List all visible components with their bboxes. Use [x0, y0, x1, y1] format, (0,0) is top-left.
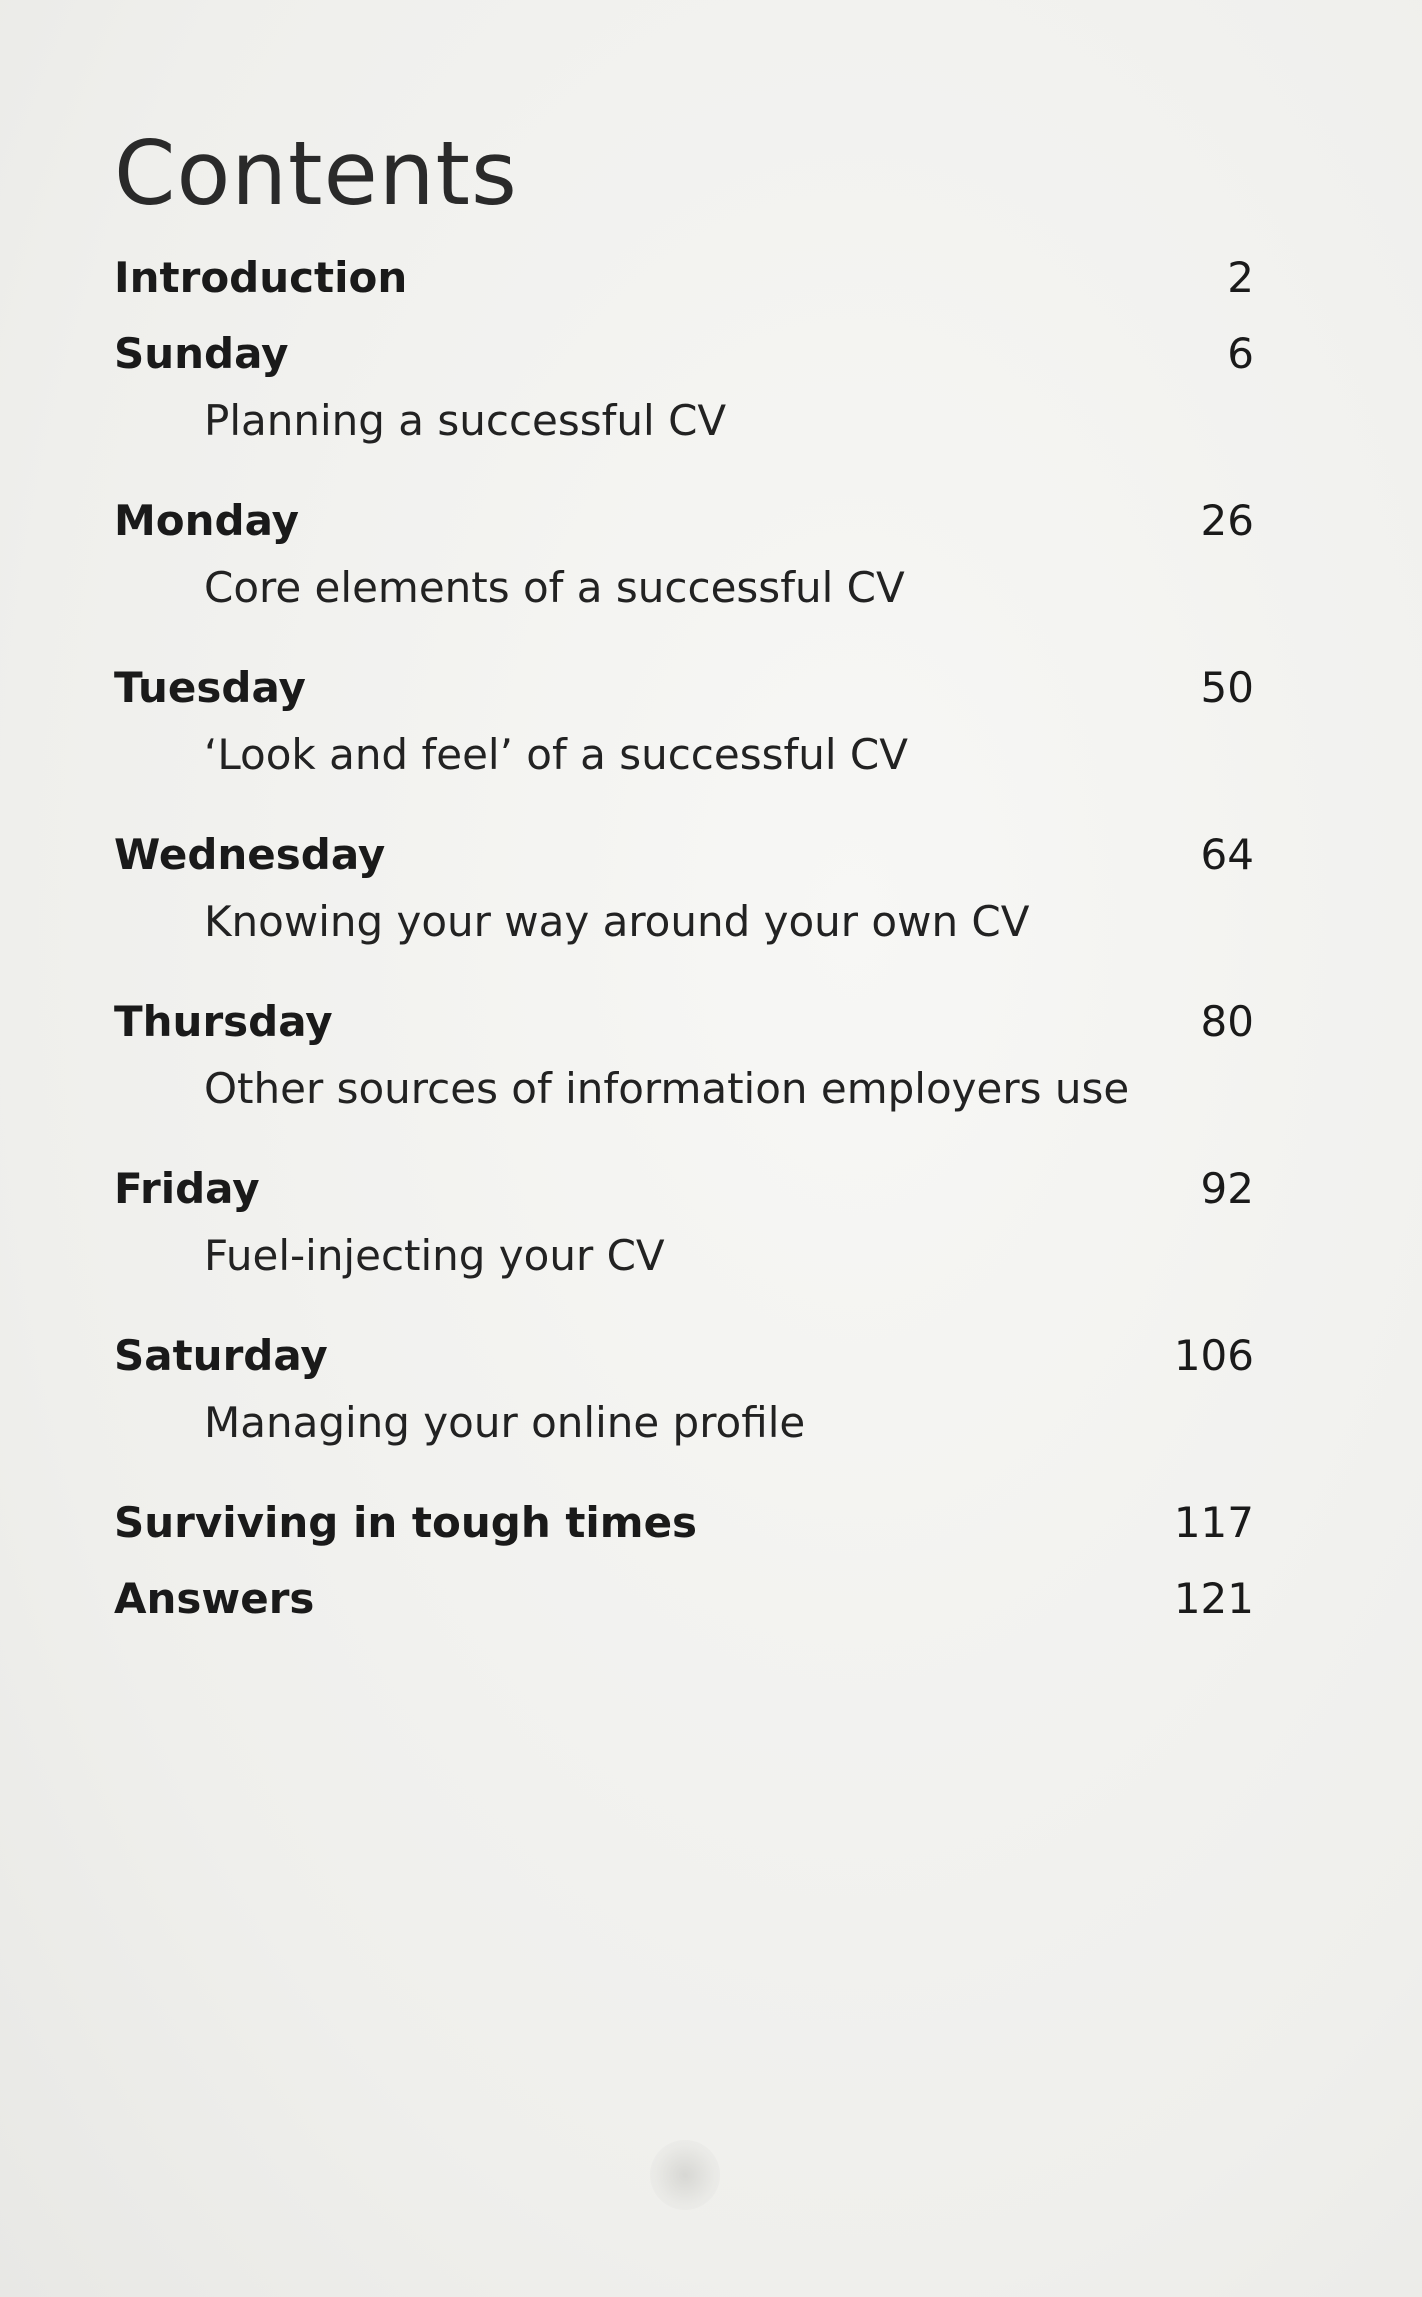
toc-entry-page: 117: [1173, 1498, 1254, 1547]
toc-entry-label: Saturday: [114, 1331, 328, 1380]
toc-entry-saturday: [114, 1326, 1254, 1493]
toc-entry-page: 92: [1200, 1164, 1254, 1213]
table-of-contents: [114, 248, 1254, 1645]
toc-entry-label: Thursday: [114, 997, 333, 1046]
toc-entry-page: 50: [1200, 663, 1254, 712]
toc-entry-monday: [114, 491, 1254, 658]
toc-entry-label: Answers: [114, 1574, 315, 1623]
toc-entry-subtitle: Managing your online profile: [204, 1398, 806, 1447]
toc-entry-thursday: [114, 992, 1254, 1159]
page-smudge-mark: [650, 2140, 720, 2210]
toc-entry-sunday: [114, 324, 1254, 491]
toc-entry-label: Monday: [114, 496, 300, 545]
toc-entry-label: Sunday: [114, 329, 289, 378]
toc-entry-page: 106: [1173, 1331, 1254, 1380]
toc-entry-wednesday: [114, 825, 1254, 992]
toc-entry-subtitle: ‘Look and feel’ of a successful CV: [204, 730, 908, 779]
toc-entry-page: 26: [1200, 496, 1254, 545]
toc-entry-label: Tuesday: [114, 663, 306, 712]
toc-entry-surviving: [114, 1493, 1254, 1569]
toc-entry-subtitle: Fuel-injecting your CV: [204, 1231, 665, 1280]
toc-entry-page: 6: [1227, 329, 1254, 378]
toc-entry-subtitle: Core elements of a successful CV: [204, 563, 905, 612]
toc-entry-page: 64: [1200, 830, 1254, 879]
toc-entry-answers: [114, 1569, 1254, 1645]
toc-entry-friday: [114, 1159, 1254, 1326]
toc-entry-label: Friday: [114, 1164, 260, 1213]
toc-entry-label: Wednesday: [114, 830, 386, 879]
toc-entry-label: Introduction: [114, 253, 408, 302]
toc-entry-tuesday: [114, 658, 1254, 825]
page-title: Contents: [114, 122, 518, 225]
toc-entry-subtitle: Knowing your way around your own CV: [204, 897, 1030, 946]
toc-entry-page: 2: [1227, 253, 1254, 302]
toc-entry-page: 80: [1200, 997, 1254, 1046]
toc-entry-subtitle: Other sources of information employers use: [204, 1064, 1130, 1113]
toc-entry-introduction: [114, 248, 1254, 324]
toc-entry-page: 121: [1173, 1574, 1254, 1623]
toc-entry-subtitle: Planning a successful CV: [204, 396, 727, 445]
toc-entry-label: Surviving in tough times: [114, 1498, 698, 1547]
